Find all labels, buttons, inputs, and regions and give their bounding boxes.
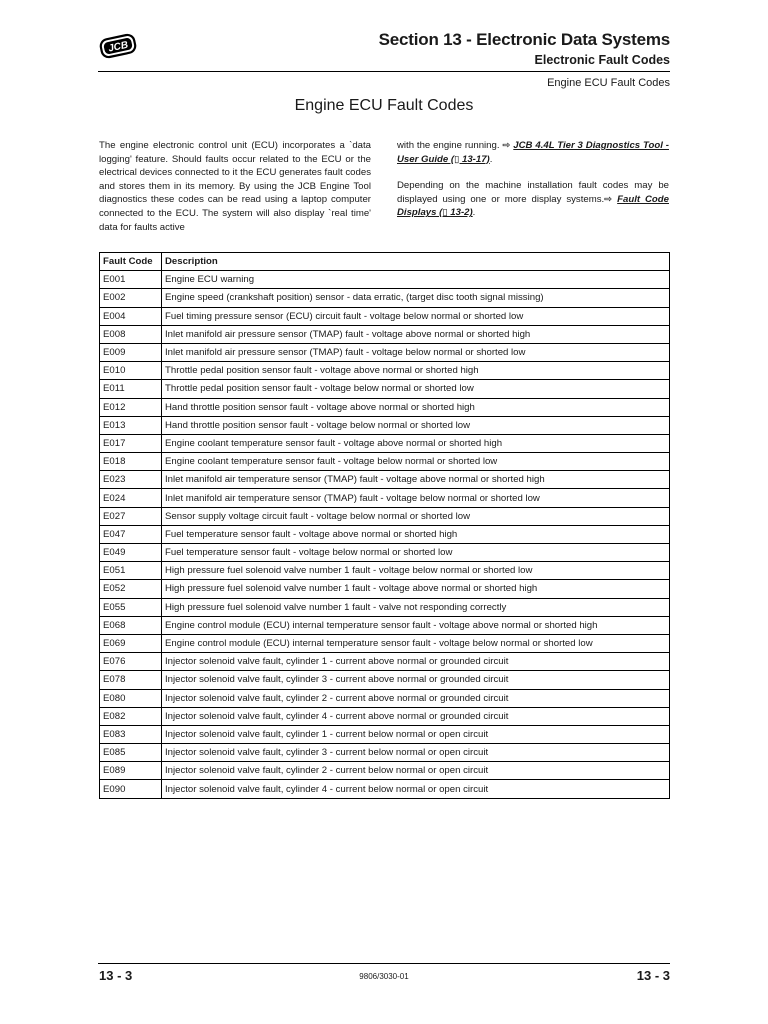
fault-code-cell: E089 [100,762,162,780]
fault-description-cell: Inlet manifold air temperature sensor (TMAP) fault - voltage above normal or shorted high [162,471,670,489]
fault-description-cell: Injector solenoid valve fault, cylinder 1 - current below normal or open circuit [162,725,670,743]
table-row [100,471,670,489]
fault-code-cell: E082 [100,707,162,725]
table-row [100,598,670,616]
fault-description-cell: High pressure fuel solenoid valve number 1 fault - voltage above normal or shorted high [162,580,670,598]
fault-code-cell: E024 [100,489,162,507]
fault-code-cell: E069 [100,634,162,652]
fault-code-cell: E085 [100,744,162,762]
table-row [100,634,670,652]
section-title: Section 13 - Electronic Data Systems [378,30,670,49]
table-row [100,707,670,725]
fault-code-cell: E018 [100,453,162,471]
fault-code-cell: E083 [100,725,162,743]
intro-left-column [99,139,371,247]
fault-code-cell: E017 [100,434,162,452]
logo-text: JCB [107,39,130,55]
fault-description-cell: Engine control module (ECU) internal temperature sensor fault - voltage above normal or shorted high [162,616,670,634]
fault-description-cell: Throttle pedal position sensor fault - voltage below normal or shorted low [162,380,670,398]
fault-code-cell: E010 [100,362,162,380]
fault-description-cell: Injector solenoid valve fault, cylinder 3 - current above normal or grounded circuit [162,671,670,689]
table-row [100,544,670,562]
fault-description-cell: Inlet manifold air pressure sensor (TMAP) fault - voltage below normal or shorted low [162,343,670,361]
fault-description-cell: Fuel temperature sensor fault - voltage below normal or shorted low [162,544,670,562]
table-row [100,507,670,525]
fault-code-table [99,252,670,799]
page-header [379,30,670,68]
table-row [100,362,670,380]
fault-code-cell: E027 [100,507,162,525]
display-systems-paragraph: Depending on the machine installation fault codes may be displayed using one or more display systems.⇨ Fault Code Displays (▯ 13-2). [397,180,669,219]
document-number: 9806/3030-01 [359,972,409,981]
jcb-logo [98,30,138,62]
header-divider [98,71,670,72]
fault-code-cell: E011 [100,380,162,398]
fault-description-cell: Hand throttle position sensor fault - voltage below normal or shorted low [162,416,670,434]
table-row [100,307,670,325]
column-header-fault-code: Fault Code [100,253,162,271]
fault-code-cell: E052 [100,580,162,598]
table-row [100,780,670,798]
footer-divider [98,963,670,964]
fault-description-cell: Injector solenoid valve fault, cylinder 3 - current below normal or open circuit [162,744,670,762]
fault-description-cell: High pressure fuel solenoid valve number 1 fault - valve not responding correctly [162,598,670,616]
fault-code-cell: E013 [100,416,162,434]
table-row [100,580,670,598]
table-row [100,671,670,689]
table-row [100,271,670,289]
fault-code-cell: E004 [100,307,162,325]
fault-code-cell: E080 [100,689,162,707]
fault-description-cell: Engine speed (crankshaft position) sensor - data erratic, (target disc tooth signal missing) [162,289,670,307]
table-row [100,343,670,361]
fault-code-rows [100,271,670,798]
table-row [100,762,670,780]
fault-description-cell: Engine control module (ECU) internal temperature sensor fault - voltage below normal or shorted low [162,634,670,652]
fault-description-cell: Injector solenoid valve fault, cylinder 4 - current above normal or grounded circuit [162,707,670,725]
page-number-right: 13 - 3 [636,968,670,983]
table-row [100,289,670,307]
table-row [100,380,670,398]
table-row [100,325,670,343]
subsection-title: Electronic Fault Codes [534,53,670,67]
header-sub-heading: Engine ECU Fault Codes [547,77,670,89]
fault-description-cell: Injector solenoid valve fault, cylinder 2 - current below normal or open circuit [162,762,670,780]
table-row [100,616,670,634]
fault-description-cell: Engine ECU warning [162,271,670,289]
fault-code-cell: E023 [100,471,162,489]
fault-code-cell: E002 [100,289,162,307]
table-row [100,416,670,434]
fault-code-cell: E012 [100,398,162,416]
intro-right-column [397,139,669,233]
page-title: Engine ECU Fault Codes [294,97,474,114]
fault-code-cell: E076 [100,653,162,671]
fault-description-cell: Throttle pedal position sensor fault - voltage above normal or shorted high [162,362,670,380]
fault-description-cell: Injector solenoid valve fault, cylinder 1 - current above normal or grounded circuit [162,653,670,671]
fault-description-cell: Engine coolant temperature sensor fault - voltage above normal or shorted high [162,434,670,452]
fault-description-cell: Sensor supply voltage circuit fault - voltage below normal or shorted low [162,507,670,525]
fault-description-cell: Fuel timing pressure sensor (ECU) circuit fault - voltage below normal or shorted low [162,307,670,325]
table-row [100,689,670,707]
fault-code-displays-link-text: Fault Code Displays (▯ 13-2) [397,193,669,219]
arrow-right-icon: ⇨ [604,193,613,205]
fault-description-cell: Hand throttle position sensor fault - voltage above normal or shorted high [162,398,670,416]
table-row [100,744,670,762]
display-systems-text: Depending on the machine installation fault codes may be displayed using one or more display systems. [397,180,669,205]
fault-code-cell: E090 [100,780,162,798]
fault-description-cell: Inlet manifold air temperature sensor (TMAP) fault - voltage below normal or shorted low [162,489,670,507]
table-row [100,489,670,507]
table-row [100,653,670,671]
column-header-description: Description [162,253,670,271]
table-row [100,725,670,743]
table-row [100,434,670,452]
table-row [100,453,670,471]
table-header-row [100,253,670,271]
fault-code-cell: E055 [100,598,162,616]
fault-code-cell: E009 [100,343,162,361]
fault-code-cell: E049 [100,544,162,562]
fault-code-cell: E051 [100,562,162,580]
table-row [100,525,670,543]
fault-code-cell: E068 [100,616,162,634]
table-row [100,398,670,416]
fault-description-cell: Injector solenoid valve fault, cylinder 2 - current above normal or grounded circuit [162,689,670,707]
fault-description-cell: Injector solenoid valve fault, cylinder 4 - current below normal or open circuit [162,780,670,798]
fault-code-cell: E078 [100,671,162,689]
intro-continuation-paragraph: with the engine running. ⇨ JCB 4.4L Tier 3 Diagnostics Tool - User Guide (▯ 13-17). [397,140,669,165]
fault-code-cell: E047 [100,525,162,543]
page-number-left: 13 - 3 [99,968,133,983]
fault-code-cell: E001 [100,271,162,289]
fault-description-cell: Inlet manifold air pressure sensor (TMAP) fault - voltage above normal or shorted high [162,325,670,343]
intro-continuation-text: with the engine running. [397,140,500,151]
table-row [100,562,670,580]
fault-description-cell: Fuel temperature sensor fault - voltage above normal or shorted high [162,525,670,543]
intro-paragraph: The engine electronic control unit (ECU) incorporates a `data logging' feature. Should faults occur related to the ECU or the electrical devices connected to it the ECU generates fault codes and stores them in its memory. By using the JCB Engine Tool diagnostics these codes can be read using a laptop computer connected to the ECU. The system will also display `real time' data for faults active [99,140,371,233]
fault-description-cell: High pressure fuel solenoid valve number 1 fault - voltage below normal or shorted low [162,562,670,580]
fault-code-cell: E008 [100,325,162,343]
arrow-right-icon: ⇨ [502,140,511,151]
fault-description-cell: Engine coolant temperature sensor fault - voltage below normal or shorted low [162,453,670,471]
diagnostics-guide-link-text: JCB 4.4L Tier 3 Diagnostics Tool - User Guide (▯ 13-17) [397,140,669,165]
